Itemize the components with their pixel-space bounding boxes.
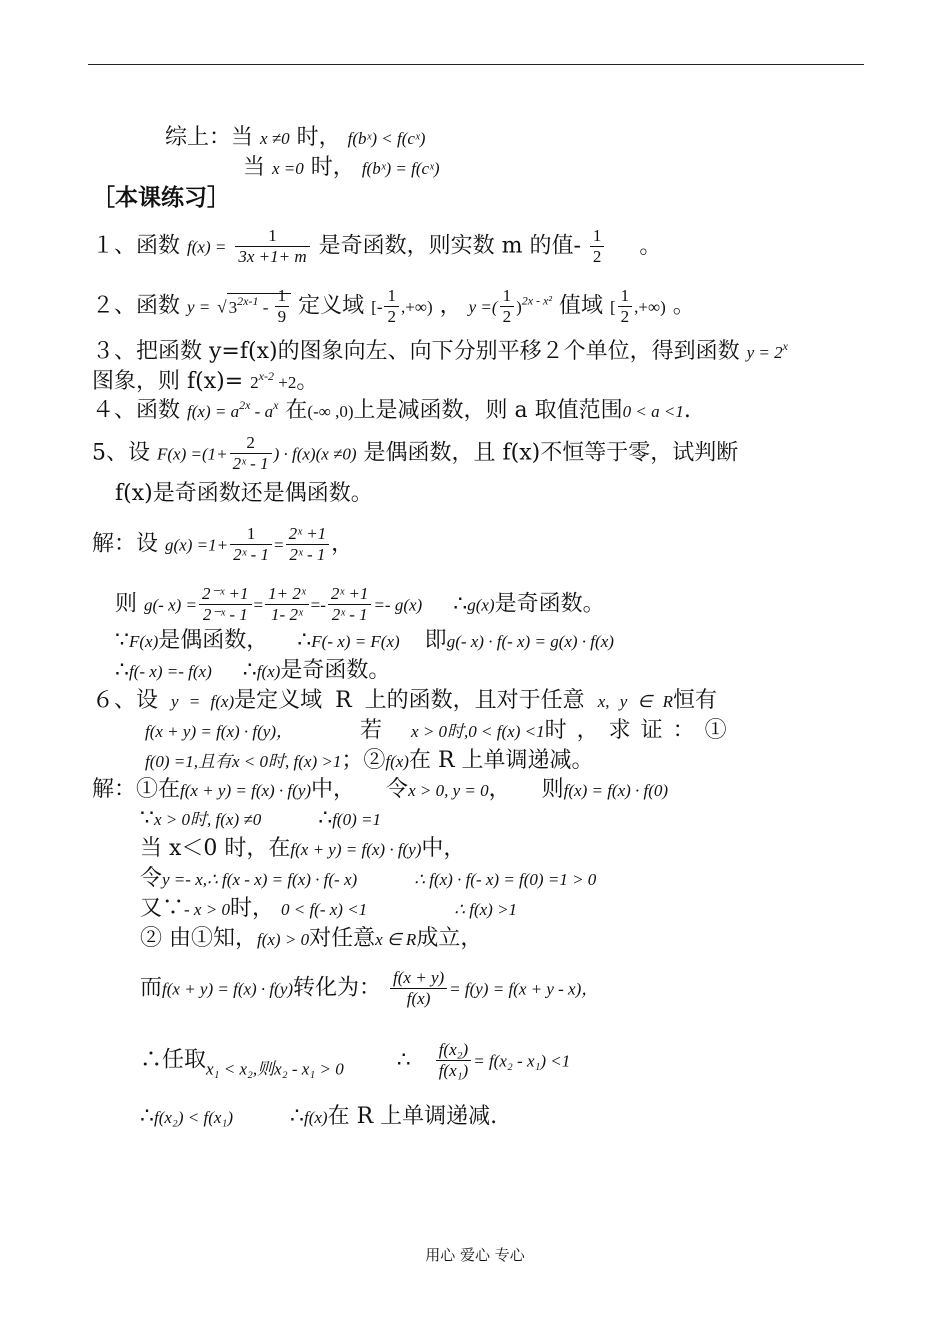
s6-l7-frac — [390, 968, 447, 1009]
s6-l2b: x > 0时, f(x) ≠0 — [154, 810, 262, 829]
s5-eq: = — [274, 535, 284, 555]
q1-den: 3x +1+ m — [238, 247, 307, 266]
q5-num: 2 — [230, 433, 272, 454]
q2-range-frac — [618, 286, 633, 327]
section-title: ［本课练习］ — [92, 185, 230, 211]
q4-interval: (-∞ ,0) — [307, 402, 354, 421]
summary-line-2 — [243, 154, 440, 183]
therefore-icon: ∴ — [318, 806, 333, 831]
q1-end: 。 — [639, 233, 662, 259]
s6-l8-num: f(x₂) — [436, 1040, 472, 1061]
q3-text: ３、把函数 y=f(x)的图象向左、向下分别平移２个单位，得到函数 — [92, 339, 740, 364]
s6-l6a: ② 由①知， — [140, 926, 257, 951]
s5-d1: 2ˣ - 1 — [233, 545, 270, 564]
s6-l1f: ， — [488, 777, 511, 802]
s5-n1: 1 — [230, 524, 272, 545]
therefore-icon: ∴ — [140, 1104, 154, 1129]
q4-text: 上是减函数，则 a 取值范围 — [353, 398, 623, 423]
s5-f1: f(- x) =- f(x) — [129, 662, 212, 681]
q2-radicand — [227, 286, 292, 326]
s5-n5: 2ˣ +1 — [328, 584, 372, 605]
solution-6-line-2 — [140, 805, 381, 834]
s6-l5b: - x > 0 — [184, 900, 230, 919]
q3-end: 。 — [296, 369, 319, 394]
s5-frac-5 — [328, 584, 372, 625]
q1-text: 是奇函数，则实数 m 的值- — [318, 233, 581, 259]
s6-l1g: 则 — [541, 777, 564, 802]
q2-rad-base: 3 — [228, 297, 238, 317]
s6-l8-den: f(x₁) — [438, 1061, 469, 1080]
s5-d2: 2ˣ - 1 — [289, 545, 326, 564]
q4-exp-1: 2x — [239, 398, 251, 412]
solution-6-line-4 — [140, 865, 596, 894]
solution-6-line-8 — [140, 1040, 570, 1084]
s5-n3: 2⁻ˣ +1 — [199, 584, 252, 605]
s6-l1e: x > 0, y = 0 — [408, 781, 489, 800]
q4-prefix: ４、函数 — [92, 398, 181, 423]
q5-expr-1: F(x) =(1+ — [157, 444, 228, 464]
solution-6-line-3 — [140, 835, 465, 864]
s6-l7-num: f(x + y) — [390, 968, 447, 989]
s5-frac-3 — [199, 584, 252, 625]
q6-fx: f(x) — [385, 752, 409, 771]
s6-l2d: f(0) =1 — [332, 810, 381, 829]
s6-l6d: x ∈ R — [375, 930, 417, 949]
q6-prefix: ６、设 — [92, 688, 159, 713]
because-icon: ∵ — [115, 628, 129, 653]
q2-domain-open: [- — [371, 297, 383, 317]
summary-when-2: 时， — [310, 155, 355, 180]
q2-fn2-den: 2 — [502, 307, 512, 326]
s5-frac-1 — [230, 524, 272, 565]
therefore-icon: ∴ — [115, 658, 129, 683]
s5-d4: 1- 2ˣ — [271, 605, 303, 624]
therefore-icon: ∴ — [289, 1104, 304, 1129]
q2-lhs: y = — [187, 297, 211, 317]
s5-l4c: 是奇函数。 — [280, 658, 391, 683]
question-1 — [92, 226, 661, 267]
s6-l5a: 又∵ — [140, 896, 185, 921]
q6-fn: y = f(x) — [171, 692, 235, 711]
q6-cond-2: x > 0时,0 < f(x) <1 — [411, 722, 545, 741]
q6-text-1: 是定义域 R 上的函数，且对于任意 — [234, 688, 585, 713]
q3-answer-exp: x-2 — [258, 369, 274, 383]
summary-when-1: 时， — [296, 125, 341, 150]
s5-l2-label: 则 — [115, 591, 138, 617]
s6-l7-den: f(x) — [406, 989, 431, 1008]
solution-6-line-5 — [140, 895, 517, 924]
s6-l5d: 0 < f(- x) <1 — [280, 900, 368, 919]
q3-answer: 2 — [250, 373, 259, 392]
q2-range-label: 值域 — [558, 293, 603, 319]
s5-n4: 1+ 2ˣ — [265, 584, 309, 605]
q2-end: 。 — [672, 293, 695, 319]
q6-prove: 时，求证：① — [544, 718, 737, 743]
q1-answer-num: 1 — [590, 226, 605, 247]
q3-fn: y = 2 — [746, 343, 783, 362]
s6-l4b: y =- x,∴ f(x - x) = f(x) · f(- x) — [162, 870, 358, 889]
q5-prefix: 5、设 — [92, 440, 150, 466]
summary-line-1 — [165, 124, 425, 153]
s6-l7b: f(x + y) = f(x) · f(y) — [162, 979, 294, 999]
q4-exp-2: x — [273, 398, 279, 412]
q1-num: 1 — [235, 226, 309, 247]
s6-l9e: 在 R 上单调递减. — [327, 1104, 498, 1129]
q5-fraction — [230, 433, 272, 474]
q2-fn2-frac — [500, 286, 515, 327]
s6-l9b: f(x₂) < f(x₁) — [154, 1108, 233, 1127]
s6-l1h: f(x) = f(x) · f(0) — [563, 781, 669, 800]
s5-eq-2: = — [253, 595, 264, 615]
q5-text: 是偶函数，且 f(x)不恒等于零，试判断 — [363, 440, 739, 466]
q1-answer-den: 2 — [592, 247, 602, 266]
s6-l8-frac — [436, 1040, 472, 1081]
s6-l4c: ∴ f(x) · f(- x) = f(0) =1 > 0 — [414, 870, 597, 889]
s5-l3b: 是偶函数， — [158, 628, 269, 653]
q2-fn2-close: ) — [516, 297, 522, 317]
q6-cond: x, y ∈ R — [597, 692, 673, 711]
question-6-line-3 — [145, 747, 594, 776]
q6-sep: ；② — [341, 748, 386, 773]
s5-l1-label: 解：设 — [92, 531, 159, 557]
summary-cond-2: x =0 — [272, 159, 304, 178]
q4-on: 在 — [285, 398, 308, 423]
solution-5-line-3 — [115, 627, 614, 656]
s6-l7e: = f(y) = f(x + y - x)， — [449, 979, 599, 999]
q1-fraction — [235, 226, 309, 267]
q2-fn2: y =( — [468, 297, 498, 317]
summary-cond-1: x ≠0 — [260, 129, 290, 148]
therefore-icon: ∴ — [396, 1047, 411, 1073]
s6-l5e: ∴ f(x) >1 — [454, 900, 518, 919]
q1-lhs: f(x) = — [187, 237, 227, 257]
q2-domain-frac — [384, 286, 399, 327]
summary-label: 综上：当 — [165, 125, 254, 150]
sqrt-icon: √ — [217, 297, 227, 317]
question-2 — [92, 286, 695, 327]
s5-F1: F(x) — [129, 632, 159, 651]
q2-fn2-exp: 2x - x² — [521, 293, 552, 308]
s5-g2: g(- x) = — [144, 595, 198, 615]
q2-range-open: [ — [610, 297, 616, 317]
s5-F2: F(- x) = F(x) — [311, 632, 400, 651]
question-5-line-2: f(x)是奇函数还是偶函数。 — [115, 481, 373, 506]
question-6-line-1 — [92, 687, 717, 716]
q2-range-close: ,+∞) — [634, 297, 666, 317]
s6-l1b: f(x + y) = f(x) · f(y) — [180, 781, 312, 800]
s6-l8e: = f(x₂ - x₁) <1 — [473, 1051, 571, 1071]
q2-minus: - — [258, 297, 273, 317]
summary-label-2: 当 — [243, 155, 266, 180]
s5-l3c: 即 — [424, 628, 447, 653]
solution-6-line-7 — [140, 968, 598, 1009]
s5-d3: 2⁻ˣ - 1 — [202, 605, 248, 624]
s6-l7c: 转化为： — [293, 975, 382, 1001]
s5-g4: g(x) — [467, 595, 495, 615]
s6-l3b: f(x + y) = f(x) · f(y) — [290, 840, 422, 859]
s6-l1d: 令 — [386, 777, 409, 802]
q2-den: 9 — [277, 307, 287, 326]
therefore-icon: ∴ — [453, 591, 468, 617]
summary-result-2: f(bˣ) = f(cˣ) — [361, 159, 440, 178]
therefore-icon: ∴ — [297, 628, 312, 653]
s5-F3: g(- x) · f(- x) = g(x) · f(x) — [446, 632, 614, 651]
q2-domain-label: 定义域 — [298, 293, 365, 319]
s6-l4a: 令 — [140, 866, 163, 891]
s6-l6e: 成立， — [416, 926, 483, 951]
q6-claim-2: 在 R 上单调递减。 — [408, 748, 594, 773]
s6-l8a: ∴任取 — [140, 1047, 207, 1073]
q6-always: 恒有 — [672, 688, 717, 713]
s5-n2: 2ˣ +1 — [286, 524, 330, 545]
q2-domain-num: 1 — [384, 286, 399, 307]
q1-prefix: １、函数 — [92, 233, 181, 259]
q2-range-num: 1 — [618, 286, 633, 307]
question-5 — [92, 433, 738, 474]
q6-eq: f(x + y) = f(x) · f(y)， — [145, 722, 294, 741]
s5-eq-3: =- — [310, 595, 326, 615]
s6-l1a: 解：①在 — [92, 777, 181, 802]
s5-g3: =- g(x) — [373, 595, 423, 615]
q5-den: 2ˣ - 1 — [232, 454, 269, 473]
q6-if: 若 — [360, 718, 383, 743]
solution-5-line-4 — [115, 657, 390, 686]
q2-fn2-num: 1 — [500, 286, 515, 307]
q3-answer-2: +2 — [273, 373, 297, 392]
summary-result-1: f(bˣ) < f(cˣ) — [347, 129, 426, 148]
q6-claim-1: f(0) =1,且有x < 0时, f(x) >1 — [145, 752, 342, 771]
q2-domain-close: ,+∞) — [400, 297, 433, 317]
q4-expr: f(x) = a — [187, 402, 240, 421]
q1-answer — [590, 226, 605, 267]
q5-expr-2: ) · f(x)(x ≠0) — [273, 444, 357, 464]
q2-prefix: ２、函数 — [92, 293, 181, 319]
therefore-icon: ∴ — [242, 658, 257, 683]
q2-sep: ， — [439, 293, 462, 319]
q2-rad-exp: 2x-1 — [237, 293, 259, 308]
q2-range-den: 2 — [620, 307, 630, 326]
s6-l7a: 而 — [140, 975, 163, 1001]
q3-text-2: 图象，则 f(x)= — [92, 369, 244, 394]
s6-l3a: 当 x＜0 时，在 — [140, 836, 291, 861]
q4-answer: 0 < a <1 — [622, 402, 684, 421]
s6-l3c: 中， — [421, 836, 466, 861]
s6-l6b: f(x) > 0 — [257, 930, 310, 949]
question-6-line-2 — [145, 717, 737, 746]
q4-end: . — [683, 398, 691, 423]
solution-5-line-2 — [115, 584, 605, 625]
s5-d5: 2ˣ - 1 — [331, 605, 368, 624]
s5-frac-2 — [286, 524, 330, 565]
s6-l5c: 时， — [229, 896, 274, 921]
q2-num: 1 — [275, 286, 290, 307]
q4-mid: - a — [250, 402, 274, 421]
solution-6-line-1 — [92, 776, 668, 805]
q2-domain-den: 2 — [387, 307, 396, 326]
page-footer: 用心 爱心 专心 — [425, 1246, 525, 1264]
q3-fn-exp: x — [782, 339, 788, 353]
because-icon: ∵ — [140, 806, 154, 831]
s5-g: g(x) =1+ — [165, 535, 229, 555]
solution-6-line-6 — [140, 925, 482, 954]
s6-l1c: 中， — [311, 777, 356, 802]
s6-l8b: x₁ < x₂,则x₂ - x₁ > 0 — [206, 1059, 344, 1079]
s5-odd: 是奇函数。 — [494, 591, 605, 617]
s5-f2: f(x) — [256, 662, 281, 681]
s5-l1-end: ， — [331, 531, 354, 557]
solution-5-line-1 — [92, 524, 353, 565]
solution-6-line-9 — [140, 1103, 497, 1132]
q2-fraction — [275, 286, 290, 327]
s6-l6c: 对任意 — [309, 926, 376, 951]
header-rule — [88, 64, 864, 65]
s5-frac-4 — [265, 584, 309, 625]
s6-l9d: f(x) — [303, 1108, 328, 1127]
question-4 — [92, 391, 691, 426]
